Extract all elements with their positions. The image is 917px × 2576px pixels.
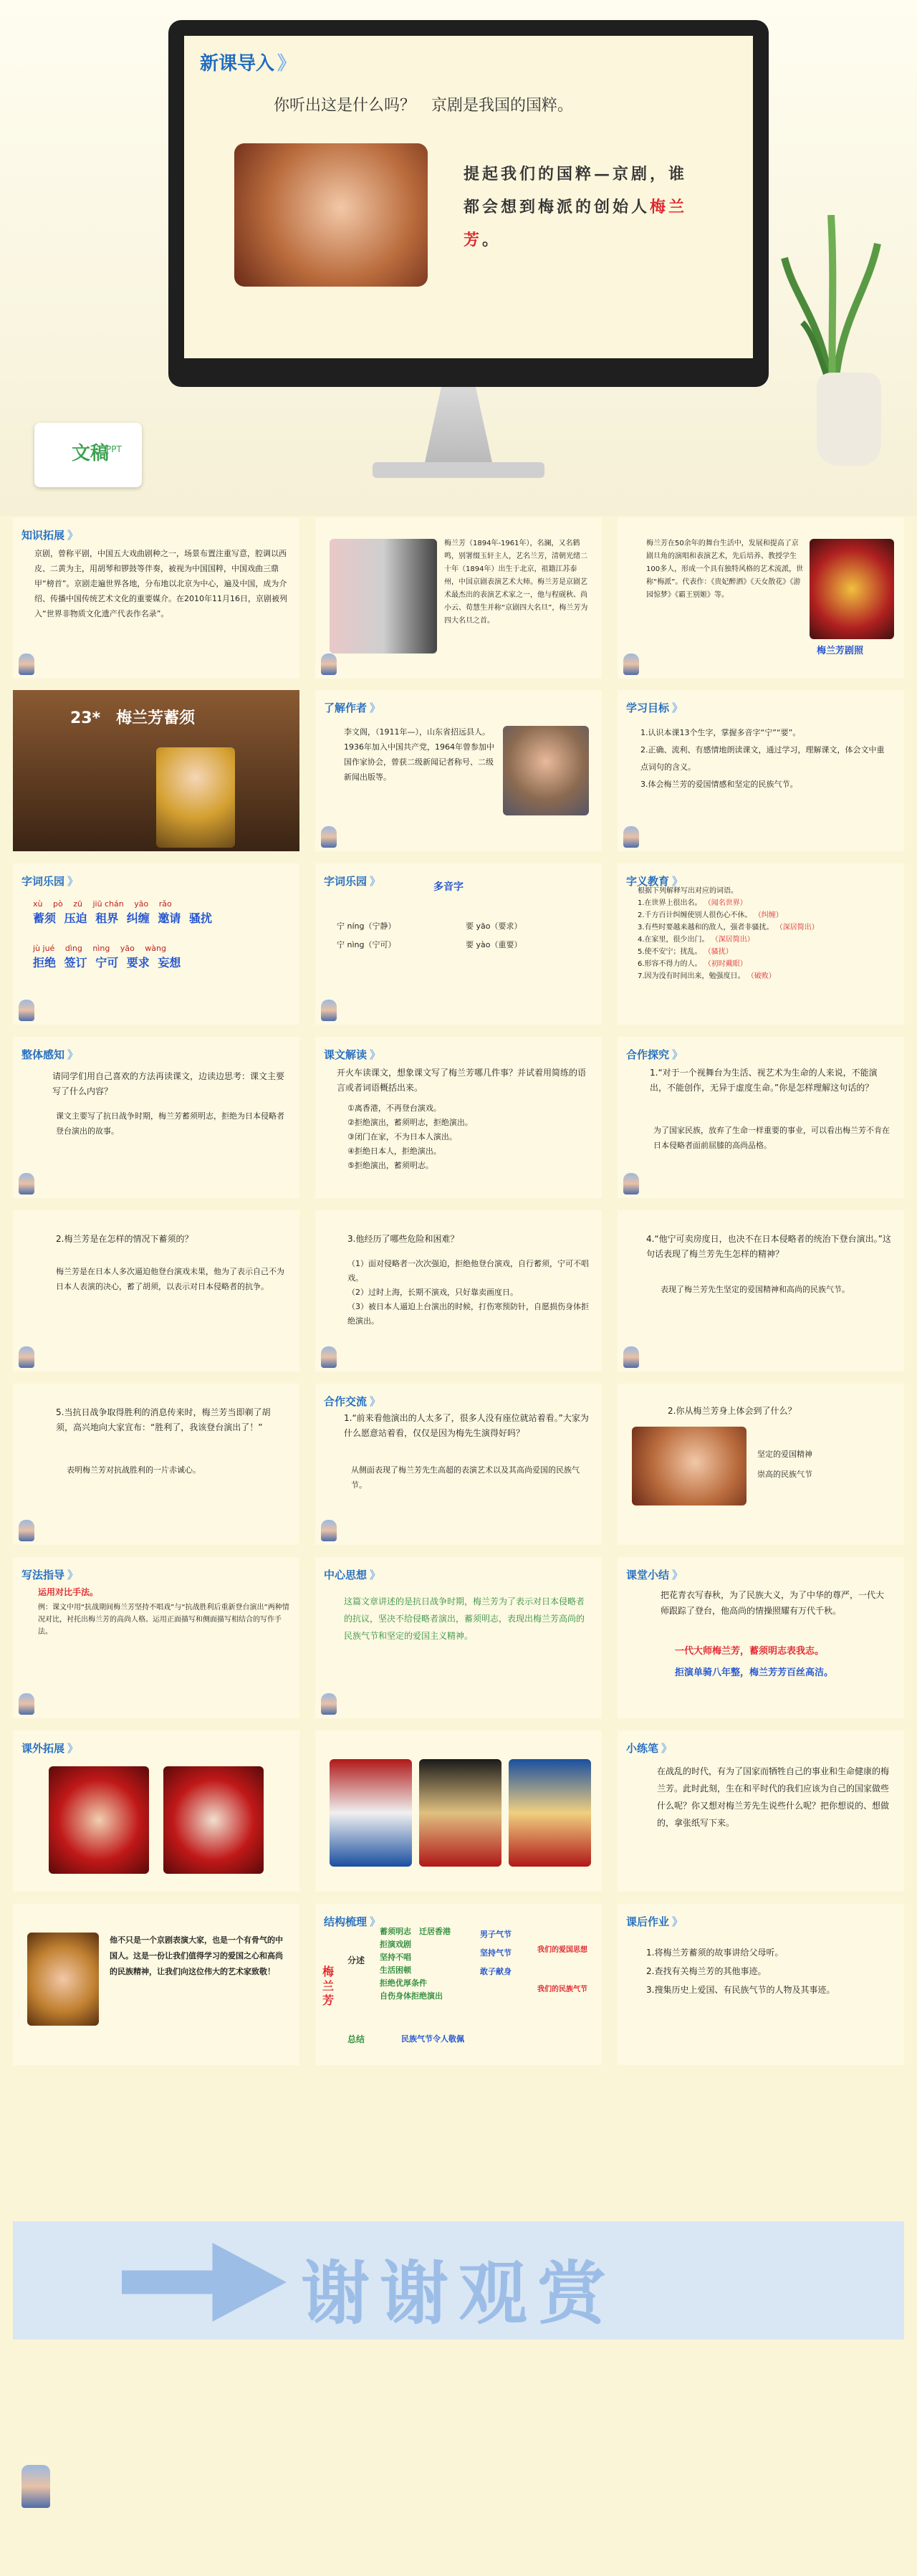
meaning-a: （破败） <box>746 972 776 980</box>
meaning-q: 7.因为没有时间出来，勉强度日。 <box>638 972 745 980</box>
cartoon-kid-icon <box>321 1693 337 1715</box>
slide-extension <box>13 1730 299 1892</box>
section-tag: 字义教育 》 <box>626 873 683 889</box>
answer-item: ⑤拒绝演出，蓄须明志。 <box>347 1161 433 1170</box>
structure-mid <box>480 1925 530 1981</box>
meaning-q: 2.千方百计纠缠使别人很伤心不休。 <box>638 911 752 919</box>
answer-item: （1）面对侵略者一次次强迫，拒绝他登台演戏，自行蓄须，宁可不唱戏。 <box>347 1259 589 1283</box>
opera-mask-image <box>419 1759 501 1867</box>
section-tag: 新课导入 》 <box>200 49 296 75</box>
logo <box>34 423 156 487</box>
meaning-item <box>638 946 896 958</box>
section-tag: 知识拓展 》 <box>21 527 78 542</box>
poly-right <box>466 917 587 954</box>
structure-item: 敢子献身 <box>480 1967 512 1976</box>
opera-photo <box>632 1427 746 1505</box>
summary-line: 拒演单骑八年整，梅兰芳芳百丝高洁。 <box>675 1667 834 1678</box>
opera-figure-image <box>156 747 235 848</box>
question: 4.“他宁可卖房度日，也决不在日本侵略者的统治下登台演出。”这句话表现了梅兰芳先生怎样的精神？ <box>646 1234 891 1259</box>
slide-goals <box>618 690 904 851</box>
answer-list <box>757 1445 886 1485</box>
poly-char: 要 <box>466 921 474 931</box>
section-tag: 合作交流 》 <box>324 1394 380 1409</box>
section-tag: 字词乐园 》 <box>324 873 380 889</box>
poly-read: yāo（要求） <box>476 921 522 931</box>
plant-pot <box>817 373 881 466</box>
pinyin: jù jué <box>33 944 55 953</box>
cartoon-kid-icon <box>19 653 34 675</box>
slide-central-idea <box>315 1557 602 1718</box>
cartoon-kid-icon <box>21 2465 50 2508</box>
meaning-item <box>638 897 896 909</box>
section-tag: 小练笔 》 <box>626 1741 672 1756</box>
question: 5.当抗日战争取得胜利的消息传来时，梅兰芳当即剃了胡须，高兴地向大家宣布：“胜利了，我该登台演出了！” <box>56 1407 271 1432</box>
meaning-a: （闻名世界） <box>704 899 747 907</box>
pinyin: dìng <box>64 944 82 953</box>
poly-read: nìng（宁可） <box>347 940 396 949</box>
slide-homework <box>618 1904 904 2065</box>
slide-author <box>315 690 602 851</box>
meaning-q: 6.形容不得力的人。 <box>638 960 702 968</box>
word: 拒绝 <box>33 956 57 969</box>
pinyin: jiū chán <box>92 899 124 909</box>
slide-title <box>13 690 299 851</box>
word: 骚扰 <box>188 911 212 925</box>
hero-text <box>464 158 700 257</box>
hero-line: 提起我们的国粹—京剧，谁都会想到梅派的创始人 <box>464 165 688 216</box>
cartoon-kid-icon <box>321 1346 337 1368</box>
answer: 表明梅兰芳对抗战胜利的一片赤诚心。 <box>67 1465 201 1475</box>
structure-item: 坚持不唱 <box>380 1953 411 1962</box>
meaning-a: （纠缠） <box>754 911 783 919</box>
goal-item: 3.体会梅兰芳的爱国情感和坚定的民族气节。 <box>640 780 798 789</box>
slide-text: 他不只是一个京剧表演大家，也是一个有骨气的中国人。这是一份让我们值得学习的爱国之心和高尚的民族精神，让我们向这位伟大的艺术家致敬！ <box>110 1935 283 1976</box>
slide-meilanfang-bio <box>315 517 602 679</box>
meaning-item <box>638 958 896 970</box>
answer-item: （2）过时上海，长期不演戏，只好靠卖画度日。 <box>347 1288 518 1297</box>
cartoon-kid-icon <box>623 1173 639 1194</box>
homework-item: 1.将梅兰芳蓄须的故事讲给父母听。 <box>646 1948 784 1958</box>
structure-item: 拒演戏剧 <box>380 1940 411 1949</box>
slide-polyphone <box>315 863 602 1025</box>
goal-item: 2.正确、流利、有感情地朗读课文，通过学习，理解课文，体会文中重点词句的含义。 <box>640 745 885 772</box>
pinyin: yāo <box>120 944 135 953</box>
monitor-base <box>373 462 544 478</box>
section-tag: 合作探究 》 <box>626 1047 683 1062</box>
image-caption: 梅兰芳剧照 <box>817 646 864 656</box>
slide-explore-2 <box>13 1210 299 1371</box>
slide-explore-5 <box>13 1384 299 1545</box>
slide-masks <box>315 1730 602 1892</box>
pinyin-row <box>33 942 291 954</box>
slide-text: 梅兰芳（1894年-1961年），名澜，又名鹤鸣，别署缀玉轩主人，艺名兰芳，清朝光绪二十年（1894年）出生于北京，祖籍江苏泰州，中国京剧表演艺术大师。梅兰芳是京剧艺术最杰出的表演艺术家之一，他与程砚秋、尚小云、荀慧生并称“京剧四大名旦”，梅兰芳为四大名旦之首。 <box>444 540 588 625</box>
structure-summary: 民族气节令人敬佩 <box>401 2034 464 2044</box>
question: 开火车读课文，想象课文写了梅兰芳哪几件事？并试着用简练的语言或者词语概括出来。 <box>337 1068 587 1093</box>
hero-slide <box>0 0 917 516</box>
answer-item: ③闭门在家，不为日本人演出。 <box>347 1132 457 1141</box>
section-tag: 写法指导 》 <box>21 1567 78 1582</box>
slide-explore-3 <box>315 1210 602 1371</box>
goal-item: 1.认识本课13个生字，掌握多音字“宁”“要”。 <box>640 728 801 737</box>
meaning-item <box>638 909 896 921</box>
poly-read: yào（重要） <box>476 940 522 949</box>
slide-text: 梅兰芳在50余年的舞台生活中，发展和提高了京剧旦角的演唱和表演艺术，先后培养、教授学生100多人，形成一个具有独特风格的艺术流派，世称“梅派”。代表作：《贵妃醉酒》《天女散花》《游园惊梦》《霸王别姬》等。 <box>646 540 804 599</box>
meaning-q: 4.在家里，很少出门。 <box>638 936 709 944</box>
poly-char: 要 <box>466 940 474 949</box>
structure-item: 坚持气节 <box>480 1948 512 1958</box>
structure-item-text: 蓄须明志 <box>380 1927 411 1936</box>
pinyin: wàng <box>145 944 166 953</box>
answer-item: 崇高的民族气节 <box>757 1470 812 1479</box>
question: 1.“前来看他演出的人太多了，很多人没有座位就站着看。”大家为什么愿意站着看，仅仅是因为梅先生演得好吗？ <box>344 1413 589 1438</box>
section-tag: 中心思想 》 <box>324 1567 380 1582</box>
slide-exchange-1 <box>315 1384 602 1545</box>
opera-mask-image <box>509 1759 591 1867</box>
answer: 为了国家民族，放弃了生命一样重要的事业，可以看出梅兰芳不肯在日本侵略者面前屈膝的高尚品格。 <box>653 1126 890 1150</box>
guide-title: 运用对比手法。 <box>38 1587 99 1597</box>
cartoon-kid-icon <box>19 1173 34 1194</box>
meaning-a: （骚扰） <box>704 948 733 956</box>
slide-knowledge <box>13 517 299 679</box>
slide-words <box>13 863 299 1025</box>
slide-meipai <box>618 517 904 679</box>
answer: 表现了梅兰芳先生坚定的爱国精神和高尚的民族气节。 <box>661 1285 850 1294</box>
poly-char: 宁 <box>337 940 345 949</box>
poly-char: 宁 <box>337 921 345 931</box>
monitor-stand <box>416 387 501 466</box>
section-tag: 课堂小结 》 <box>626 1567 683 1582</box>
question: 请同学们用自己喜欢的方法再读课文，边读边思考：课文主要写了什么内容？ <box>52 1071 285 1096</box>
pinyin-row <box>33 898 291 909</box>
poly-title: 多音字 <box>433 881 464 893</box>
slide-text: 这篇文章讲述的是抗日战争时期，梅兰芳为了表示对日本侵略者的抗议，坚决不给侵略者演出，蓄须明志，表现出梅兰芳高尚的民族气节和坚定的爱国主义精神。 <box>344 1596 585 1641</box>
section-tag: 课后作业 》 <box>626 1914 683 1929</box>
word: 宁可 <box>95 956 119 969</box>
meaning-a: （深居简出） <box>775 924 819 932</box>
structure-items <box>380 1925 473 2003</box>
hero-end: 。 <box>482 231 501 249</box>
slide-explore-4 <box>618 1210 904 1371</box>
cartoon-kid-icon <box>321 653 337 675</box>
structure-branch: 总结 <box>347 2034 365 2044</box>
hero-name: 梅兰芳 <box>464 198 688 249</box>
answer-item: ④拒绝日本人，拒绝演出。 <box>347 1146 441 1156</box>
opera-image <box>810 539 894 639</box>
slide-meaning <box>618 863 904 1025</box>
opera-photo <box>234 143 428 287</box>
word: 纠缠 <box>126 911 150 925</box>
meaning-item <box>638 970 896 982</box>
cartoon-kid-icon <box>321 1520 337 1541</box>
word: 邀请 <box>158 911 181 925</box>
structure-item <box>380 1925 473 1938</box>
slide-text: 李文阁，（1911年—），山东省招远县人。1936年加入中国共产党，1964年曾参加中国作家协会，曾获二级新闻记者称号、二级新闻出版等。 <box>344 727 494 782</box>
structure-item: 自伤身体拒绝演出 <box>380 1991 443 2001</box>
slide-text: 京剧，曾称平剧，中国五大戏曲剧种之一，场景布置注重写意，腔调以西皮、二黄为主，用胡琴和锣鼓等伴奏，被视为中国国粹，中国戏曲三鼎甲“榜首”。京剧走遍世界各地，分布地以北京为中心，遍及中国，成为介绍、传播中国传统艺术文化的重要媒介。在2010年11月16日，京剧被列入“世界非物质文化遗产代表作名录”。 <box>34 549 287 618</box>
section-tag: 字词乐园 》 <box>21 873 78 889</box>
slide-writing-guide <box>13 1557 299 1718</box>
structure-root: 梅兰芳 <box>322 1965 335 2007</box>
cartoon-kid-icon <box>623 653 639 675</box>
meaning-a: （深居简出） <box>711 936 754 944</box>
answer: 梅兰芳是在日本人多次逼迫他登台演戏未果，他为了表示自己不为日本人表演的决心，蓄了胡须，以表示对日本侵略者的抗争。 <box>56 1267 284 1291</box>
slide-explore-1 <box>618 1037 904 1198</box>
slide-text: 在战乱的时代，有为了国家而牺牲自己的事业和生命健康的梅兰芳。此时此刻，生在和平时代的我们应该为自己的国家做些什么呢？你又想对梅兰芳先生说些什么呢？把你想说的、想做的，拿张纸写下来。 <box>657 1766 890 1828</box>
logo-text: 文稿 <box>72 443 110 464</box>
structure-item: 拒绝优厚条件 <box>380 1978 427 1988</box>
word: 妄想 <box>158 956 181 969</box>
answer: 课文主要写了抗日战争时期，梅兰芳蓄须明志，拒绝为日本侵略者登台演出的故事。 <box>56 1111 284 1136</box>
meaning-q: 1.在世界上很出名。 <box>638 899 702 907</box>
question: 3.他经历了哪些危险和困难？ <box>347 1234 459 1244</box>
portrait-image <box>330 539 437 653</box>
answer-item: ②拒绝演出，蓄须明志，拒绝演出。 <box>347 1118 473 1127</box>
slide-structure <box>315 1904 602 2065</box>
section-tag: 整体感知 》 <box>21 1047 78 1062</box>
poly-read: níng（宁静） <box>347 921 396 931</box>
cartoon-kid-icon <box>623 826 639 848</box>
meaning-q: 3.有些时要越来越和的敌人，强者非骚扰。 <box>638 924 774 932</box>
summary-line: 一代大师梅兰芳，蓄须明志表我志。 <box>675 1646 825 1657</box>
goal-list <box>640 724 891 793</box>
author-photo <box>503 726 589 815</box>
section-tag: 课外拓展 》 <box>21 1741 78 1756</box>
answer-item: ①离香港，不再登台演戏。 <box>347 1103 441 1113</box>
section-tag: 课文解读 》 <box>324 1047 380 1062</box>
structure-item: 生活困顿 <box>380 1965 411 1975</box>
structure-branch: 分述 <box>347 1955 365 1965</box>
hero-question: 你听出这是什么吗？ 京剧是我国的国粹。 <box>274 97 574 115</box>
word: 签订 <box>64 956 87 969</box>
opera-mask-image <box>163 1766 264 1874</box>
word: 要求 <box>126 956 150 969</box>
section-tag: 学习目标 》 <box>626 700 683 715</box>
structure-item-text: 迁居香港 <box>419 1927 451 1936</box>
slide-interpret <box>315 1037 602 1198</box>
pinyin: yāo <box>134 899 149 909</box>
pinyin: xù <box>33 899 43 909</box>
answer-list <box>347 1101 584 1173</box>
word-row <box>33 909 291 926</box>
slide-tribute <box>13 1904 299 2065</box>
homework-list <box>646 1943 893 1999</box>
structure-right-1: 我们的爱国思想 <box>537 1946 587 1954</box>
opera-mask-image <box>49 1766 149 1874</box>
homework-item: 3.搜集历史上爱国、有民族气节的人物及其事迹。 <box>646 1985 835 1995</box>
answer: 从侧面表现了梅兰芳先生高超的表演艺术以及其高尚爱国的民族气节。 <box>351 1465 580 1490</box>
cartoon-kid-icon <box>623 1346 639 1368</box>
monitor-screen <box>184 36 753 358</box>
word: 租界 <box>95 911 119 925</box>
homework-item: 2.查找有关梅兰芳的其他事迹。 <box>646 1966 767 1976</box>
slide-text: 例：课文中用“抗战期间梅兰芳坚持不唱戏”与“抗战胜利后重新登台演出”两种情况对比，衬托出梅兰芳的高尚人格。运用正面描写和侧面描写相结合的写作手法。 <box>38 1604 289 1636</box>
meaning-item <box>638 921 896 934</box>
section-tag: 结构梳理 》 <box>324 1914 380 1929</box>
cartoon-kid-icon <box>321 826 337 848</box>
cartoon-kid-icon <box>19 1000 34 1021</box>
pinyin: nìng <box>92 944 110 953</box>
section-tag: 了解作者 》 <box>324 700 380 715</box>
opera-figure-image <box>27 1933 99 2026</box>
word: 压迫 <box>64 911 87 925</box>
slide-summary <box>618 1557 904 1718</box>
question: 1.“对于一个视舞台为生活、视艺术为生命的人来说，不能演出，不能创作，无异于虚度生命。”你是怎样理解这句话的？ <box>650 1068 878 1093</box>
question: 2.你从梅兰芳身上体会到了什么？ <box>668 1406 797 1416</box>
slide-practice <box>618 1730 904 1892</box>
meaning-item <box>638 934 896 946</box>
cartoon-kid-icon <box>19 1520 34 1541</box>
meaning-q: 5.使不安宁；扰乱。 <box>638 948 702 956</box>
cartoon-kid-icon <box>321 1000 337 1021</box>
meaning-intro: 根据下列解释写出对应的词语。 <box>638 887 738 895</box>
meaning-a: （初时戴眼） <box>704 960 747 968</box>
pinyin: pò <box>52 899 63 909</box>
pinyin: rǎo <box>158 899 172 909</box>
question: 2.梅兰芳是在怎样的情况下蓄须的？ <box>56 1234 193 1244</box>
word-row <box>33 954 291 970</box>
slide-overall <box>13 1037 299 1198</box>
structure-item: 男子气节 <box>480 1930 512 1939</box>
lesson-title: 23* 梅兰芳蓄须 <box>70 709 196 727</box>
meaning-list <box>638 885 896 982</box>
cartoon-kid-icon <box>19 1693 34 1715</box>
poly-left <box>337 917 451 954</box>
structure-right-2: 我们的民族气节 <box>537 1986 587 1993</box>
answer-item: 坚定的爱国精神 <box>757 1450 812 1459</box>
logo-subtext: PPT <box>106 444 122 454</box>
slide-text: 把花青衣写春秋，为了民族大义，为了中华的尊严，一代大师跟踪了登台，他高尚的情操照耀有万代千秋。 <box>661 1590 885 1616</box>
thanks-text: 谢谢观赏 <box>301 2254 616 2334</box>
monitor <box>168 20 769 387</box>
cartoon-kid-icon <box>19 1346 34 1368</box>
answer-item: （3）被日本人逼迫上台演出的时候，打伤寒预防针，自愿损伤身体拒绝演出。 <box>347 1302 589 1326</box>
word: 蓄须 <box>33 911 57 925</box>
answer-list <box>347 1257 591 1328</box>
opera-mask-image <box>330 1759 412 1867</box>
slide-exchange-2 <box>618 1384 904 1545</box>
pinyin: zū <box>73 899 82 909</box>
